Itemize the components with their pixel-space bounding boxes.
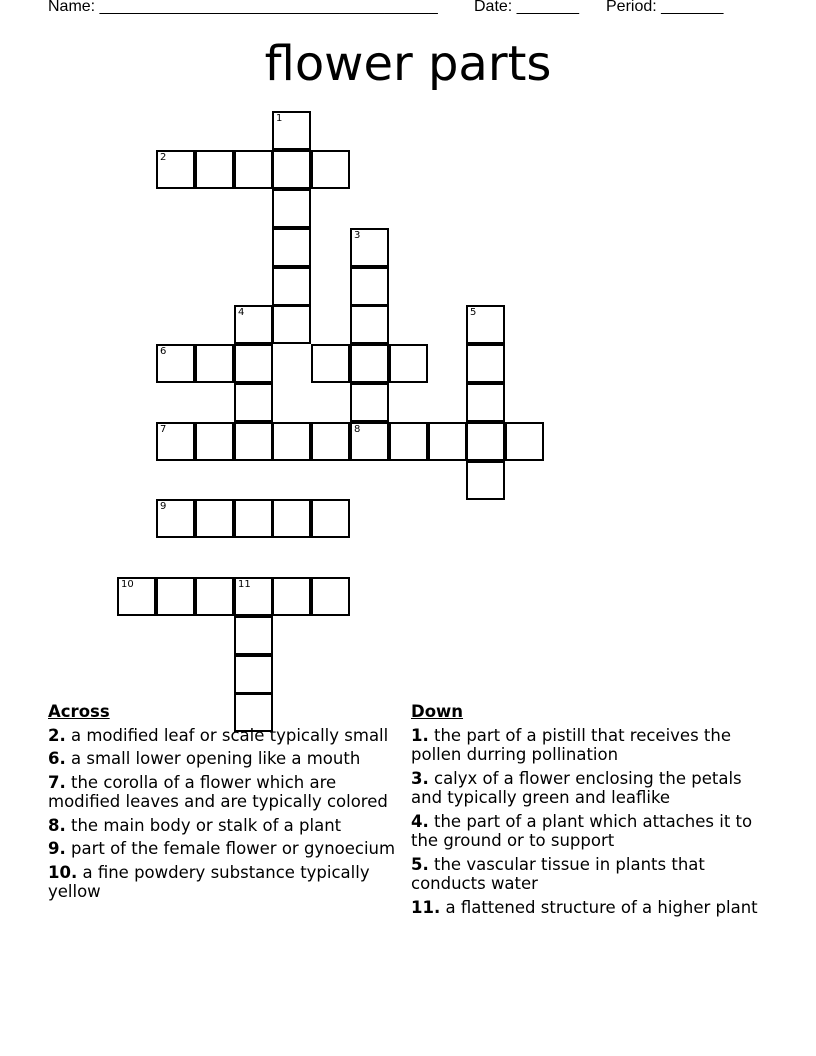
- name-field[interactable]: Name: ______________________________________: [48, 0, 438, 15]
- across-clue: [48, 726, 400, 746]
- crossword-cell[interactable]: [350, 422, 389, 461]
- clue-text: a small lower opening like a mouth: [65, 749, 361, 768]
- clue-number: 6: [160, 346, 167, 357]
- crossword-cell[interactable]: [156, 499, 195, 538]
- crossword-cell[interactable]: [466, 422, 505, 461]
- down-clue: [411, 769, 763, 808]
- down-clue: [411, 898, 763, 918]
- across-clue: [48, 773, 400, 812]
- crossword-cell[interactable]: [156, 150, 195, 189]
- crossword-cell[interactable]: [466, 305, 505, 344]
- crossword-cell[interactable]: [234, 422, 273, 461]
- crossword-cell[interactable]: [311, 150, 350, 189]
- crossword-cell[interactable]: [234, 655, 273, 694]
- clue-num: 6.: [48, 749, 66, 768]
- crossword-cell[interactable]: [234, 305, 273, 344]
- page-title: flower parts: [264, 36, 552, 92]
- crossword-cell[interactable]: [195, 422, 234, 461]
- crossword-cell[interactable]: [428, 422, 467, 461]
- crossword-cell[interactable]: [272, 305, 311, 344]
- clue-text: the vascular tissue in plants that conducts water: [411, 854, 705, 893]
- clue-text: a flattened structure of a higher plant: [440, 897, 758, 917]
- crossword-cell[interactable]: [234, 499, 273, 538]
- crossword-cell[interactable]: [272, 150, 311, 189]
- clue-number: 10: [121, 579, 134, 590]
- crossword-cell[interactable]: [156, 344, 195, 383]
- clue-num: 9.: [48, 839, 66, 858]
- clue-number: 1: [276, 113, 283, 124]
- clue-text: part of the female flower or gynoecium: [65, 839, 396, 858]
- clue-text: the part of a plant which attaches it to the ground or to support: [411, 811, 753, 850]
- clue-text: calyx of a flower enclosing the petals and typically green and leaflike: [411, 768, 742, 807]
- clue-num: 5.: [411, 854, 429, 874]
- across-clue: [48, 863, 400, 902]
- crossword-cell[interactable]: [350, 228, 389, 267]
- crossword-cell[interactable]: [234, 383, 273, 422]
- crossword-cell[interactable]: [272, 111, 311, 150]
- date-field[interactable]: Date: _______: [474, 0, 579, 15]
- crossword-cell[interactable]: [466, 383, 505, 422]
- crossword-cell[interactable]: [234, 150, 273, 189]
- crossword-cell[interactable]: [389, 422, 428, 461]
- crossword-cell[interactable]: [466, 461, 505, 500]
- across-clue: [48, 816, 400, 836]
- across-clue-list: [48, 726, 400, 902]
- across-clues: [48, 702, 400, 906]
- across-heading: Across: [48, 702, 110, 721]
- crossword-cell[interactable]: [350, 344, 389, 383]
- clue-number: 5: [470, 307, 477, 318]
- down-clue-list: [411, 726, 763, 918]
- crossword-cell[interactable]: [195, 344, 234, 383]
- clue-num: 1.: [411, 725, 429, 745]
- down-clues: [411, 702, 763, 921]
- across-clue: [48, 749, 400, 769]
- clue-num: 11.: [411, 897, 441, 917]
- clue-text: a fine powdery substance typically yellow: [48, 862, 370, 901]
- clue-num: 4.: [411, 811, 429, 831]
- clue-num: 8.: [48, 815, 66, 835]
- crossword-cell[interactable]: [311, 499, 350, 538]
- crossword-cell[interactable]: [350, 305, 389, 344]
- clue-num: 2.: [48, 725, 66, 745]
- crossword-cell[interactable]: [117, 577, 156, 616]
- clue-number: 2: [160, 152, 167, 163]
- crossword-cell[interactable]: [350, 267, 389, 306]
- down-clue: [411, 812, 763, 851]
- crossword-cell[interactable]: [195, 499, 234, 538]
- crossword-cell[interactable]: [466, 344, 505, 383]
- crossword-cell[interactable]: [234, 616, 273, 655]
- crossword-cell[interactable]: [195, 150, 234, 189]
- crossword-cell[interactable]: [311, 577, 350, 616]
- down-clue: [411, 726, 763, 765]
- down-heading: Down: [411, 702, 464, 721]
- crossword-cell[interactable]: [156, 422, 195, 461]
- clue-num: 3.: [411, 768, 429, 788]
- clue-text: the main body or stalk of a plant: [65, 815, 342, 835]
- crossword-cell[interactable]: [389, 344, 428, 383]
- crossword-cell[interactable]: [311, 422, 350, 461]
- crossword-cell[interactable]: [272, 228, 311, 267]
- clue-number: 7: [160, 424, 167, 435]
- crossword-cell[interactable]: [505, 422, 544, 461]
- clue-text: a modified leaf or scale typically small: [65, 725, 389, 745]
- crossword-cell[interactable]: [350, 383, 389, 422]
- period-field[interactable]: Period: _______: [606, 0, 724, 15]
- down-clue: [411, 855, 763, 894]
- clue-number: 4: [238, 307, 245, 318]
- clue-number: 8: [354, 424, 361, 435]
- crossword-cell[interactable]: [272, 499, 311, 538]
- clue-number: 3: [354, 230, 361, 241]
- crossword-cell[interactable]: [311, 344, 350, 383]
- crossword-cell[interactable]: [234, 577, 273, 616]
- across-clue: [48, 839, 400, 859]
- clue-num: 10.: [48, 862, 78, 882]
- clue-number: 11: [238, 579, 251, 590]
- clue-text: the corolla of a flower which are modified leaves and are typically colored: [48, 772, 388, 811]
- crossword-cell[interactable]: [272, 422, 311, 461]
- clue-text: the part of a pistill that receives the pollen durring pollination: [411, 725, 731, 764]
- crossword-cell[interactable]: [272, 577, 311, 616]
- crossword-cell[interactable]: [272, 267, 311, 306]
- crossword-cell[interactable]: [195, 577, 234, 616]
- crossword-cell[interactable]: [272, 189, 311, 228]
- crossword-cell[interactable]: [234, 344, 273, 383]
- crossword-cell[interactable]: [156, 577, 195, 616]
- clue-num: 7.: [48, 772, 66, 792]
- clue-number: 9: [160, 501, 167, 512]
